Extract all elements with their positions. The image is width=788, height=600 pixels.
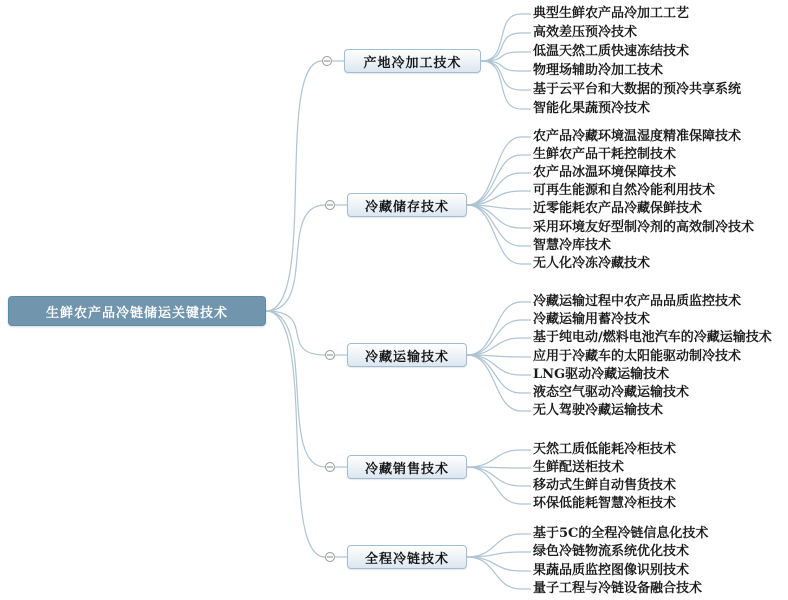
leaf-label: 冷藏运输用蓄冷技术	[533, 312, 651, 327]
leaf-node[interactable]	[533, 311, 650, 329]
leaf-label: 农产品冷藏环境温湿度精准保障技术	[533, 129, 742, 144]
leaf-label: 高效差压预冷技术	[533, 25, 638, 40]
connector-line	[467, 173, 531, 205]
connector-line	[266, 61, 322, 311]
branch-node[interactable]	[347, 545, 467, 569]
leaf-label: 环保低能耗智慧冷柜技术	[533, 496, 677, 511]
leaf-node[interactable]	[533, 543, 689, 561]
leaf-label: 应用于冷藏车的太阳能驱动制冷技术	[533, 349, 742, 364]
leaf-node[interactable]	[533, 43, 689, 61]
connector-line	[467, 552, 531, 557]
leaf-label: 果蔬品质监控图像识别技术	[533, 563, 690, 578]
leaf-label: 基于纯电动/燃料电池汽车的冷藏运输技术	[533, 330, 772, 345]
branch-node[interactable]	[344, 49, 481, 73]
connector-line	[467, 355, 531, 411]
leaf-node[interactable]	[533, 477, 676, 495]
leaf-label: 智能化果蔬预冷技术	[533, 101, 651, 116]
leaf-node[interactable]	[533, 562, 689, 580]
leaf-label: 无人驾驶冷藏运输技术	[533, 403, 664, 418]
leaf-node[interactable]	[533, 525, 708, 543]
collapse-handle[interactable]	[326, 201, 335, 210]
leaf-node[interactable]	[533, 495, 676, 513]
leaf-node[interactable]	[533, 146, 676, 164]
branch-node[interactable]	[347, 193, 467, 217]
root-label: 生鲜农产品冷链储运关键技术	[45, 305, 228, 321]
branch-label: 产地冷加工技术	[363, 55, 462, 71]
connector-line	[266, 205, 325, 311]
leaf-label: 可再生能源和自然冷能利用技术	[533, 183, 716, 198]
leaf-node[interactable]	[533, 62, 663, 80]
branch-node[interactable]	[347, 343, 467, 367]
leaf-label: 近零能耗农产品冷藏保鲜技术	[533, 201, 703, 216]
leaf-node[interactable]	[533, 366, 669, 384]
leaf-label: 无人化冷冻冷藏技术	[533, 256, 651, 271]
leaf-label: 低温天然工质快速冻结技术	[533, 44, 690, 59]
leaf-node[interactable]	[533, 255, 650, 273]
leaf-node[interactable]	[533, 100, 650, 118]
connector-line	[481, 61, 531, 90]
leaf-label: 绿色冷链物流系统优化技术	[533, 544, 690, 559]
root-node[interactable]	[8, 296, 266, 326]
leaf-node[interactable]	[533, 293, 741, 311]
leaf-node[interactable]	[533, 237, 611, 255]
leaf-label: 采用环境友好型制冷剂的高效制冷技术	[533, 220, 755, 235]
leaf-node[interactable]	[533, 402, 663, 420]
connector-line	[467, 467, 531, 486]
leaf-label: 液态空气驱动冷藏运输技术	[533, 385, 690, 400]
leaf-label: 物理场辅助冷加工技术	[533, 63, 664, 78]
leaf-node[interactable]	[533, 329, 772, 347]
leaf-label: 量子工程与冷链设备融合技术	[533, 581, 703, 596]
leaf-label: LNG驱动冷藏运输技术	[533, 367, 670, 382]
leaf-node[interactable]	[533, 5, 689, 23]
leaf-node[interactable]	[533, 128, 741, 146]
connector-line	[266, 311, 325, 355]
connector-line	[467, 205, 531, 246]
leaf-node[interactable]	[533, 81, 741, 99]
collapse-handle[interactable]	[323, 57, 332, 66]
connector-line	[467, 155, 531, 205]
leaf-node[interactable]	[533, 164, 676, 182]
leaf-label: 典型生鲜农产品冷加工工艺	[533, 6, 690, 21]
leaf-label: 基于5C的全程冷链信息化技术	[533, 526, 709, 541]
branch-label: 冷藏储存技术	[364, 199, 449, 215]
branch-label: 冷藏运输技术	[364, 349, 449, 365]
branch-node[interactable]	[347, 455, 467, 479]
leaf-node[interactable]	[533, 348, 741, 366]
connector-line	[266, 311, 325, 467]
connector-line	[467, 557, 531, 589]
connector-line	[266, 311, 325, 557]
leaf-node[interactable]	[533, 459, 624, 477]
leaf-label: 生鲜农产品干耗控制技术	[533, 147, 677, 162]
leaf-label: 移动式生鲜自动售货技术	[533, 478, 677, 493]
leaf-label: 基于云平台和大数据的预冷共享系统	[533, 82, 742, 97]
connector-line	[467, 302, 531, 355]
leaf-node[interactable]	[533, 219, 754, 237]
leaf-node[interactable]	[533, 24, 637, 42]
leaf-node[interactable]	[533, 200, 702, 218]
connector-line	[467, 450, 531, 467]
collapse-handle[interactable]	[326, 351, 335, 360]
branch-label: 全程冷链技术	[364, 551, 449, 567]
branch-label: 冷藏销售技术	[364, 461, 449, 477]
connector-line	[467, 557, 531, 571]
leaf-label: 冷藏运输过程中农产品品质监控技术	[533, 294, 742, 309]
leaf-node[interactable]	[533, 384, 689, 402]
leaf-label: 智慧冷库技术	[533, 238, 612, 253]
collapse-handle[interactable]	[326, 463, 335, 472]
collapse-handle[interactable]	[326, 553, 335, 562]
leaf-label: 天然工质低能耗冷柜技术	[533, 442, 677, 457]
leaf-node[interactable]	[533, 441, 676, 459]
connector-line	[481, 33, 531, 61]
leaf-node[interactable]	[533, 182, 715, 200]
connector-line	[467, 205, 531, 264]
leaf-label: 生鲜配送柜技术	[533, 460, 625, 475]
connector-line	[467, 355, 531, 393]
leaf-label: 农产品冰温环境保障技术	[533, 165, 677, 180]
leaf-node[interactable]	[533, 580, 702, 598]
